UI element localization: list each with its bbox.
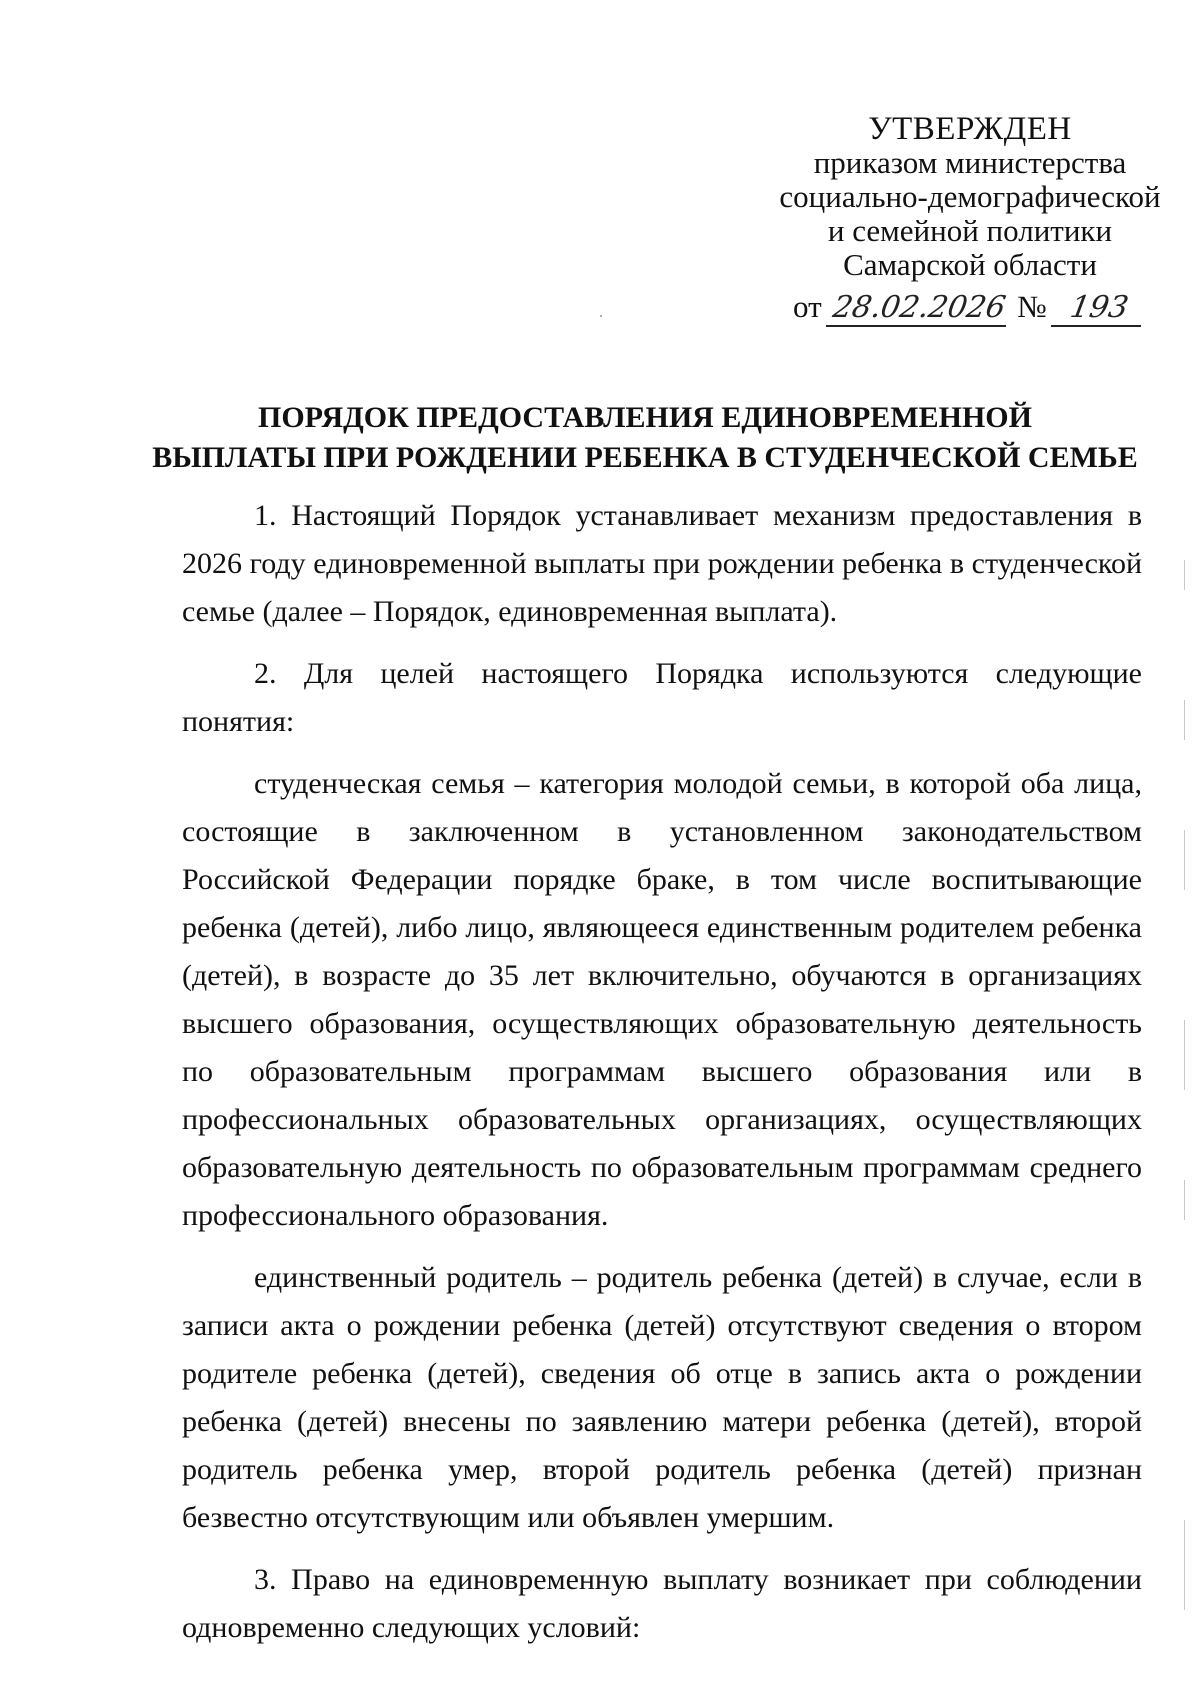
document-body — [182, 492, 1142, 1652]
scan-mark — [1184, 1520, 1185, 1610]
order-date-number — [793, 290, 1173, 327]
approval-line-3: и семейной политики — [827, 213, 1113, 248]
approval-block — [770, 112, 1170, 282]
title-line-1: ПОРЯДОК ПРЕДОСТАВЛЕНИЯ ЕДИНОВРЕМЕННОЙ — [258, 401, 1032, 434]
document-title — [150, 398, 1140, 478]
approval-line-2: социально-демографической — [779, 179, 1161, 214]
paragraph-5: 3. Право на единовременную выплату возникает при соблюдении одновременно следующих условий: — [182, 1563, 1142, 1644]
date-prefix: от — [793, 289, 822, 324]
handwritten-date: 28.02.2026 — [826, 291, 1012, 327]
paragraph-1: 1. Настоящий Порядок устанавливает механизм предоставления в 2026 году единовременной выплаты при рождении ребенка в студенческой семье (далее – Порядок, единовременная выплата). — [182, 499, 1142, 628]
approval-line-4: Самарской области — [843, 247, 1097, 282]
scan-mark — [1184, 1020, 1185, 1090]
paragraph-4: единственный родитель – родитель ребенка (детей) в случае, если в записи акта о рождении ребенка (детей) отсутствуют сведения о втором родителе ребенка (детей), сведения об отце в запись акта о рождении ребенка (детей) внесены по заявлению матери ребенка (детей), второй родитель ребенка умер, второй родитель ребенка (детей) признан безвестно отсутствующим или объявлен умершим. — [182, 1261, 1142, 1534]
scan-mark — [1184, 560, 1185, 590]
approval-line-1: приказом министерства — [813, 145, 1127, 180]
number-prefix: № — [1017, 289, 1047, 324]
title-line-2: ВЫПЛАТЫ ПРИ РОЖДЕНИИ РЕБЕНКА В СТУДЕНЧЕСКОЙ СЕМЬЕ — [152, 441, 1138, 474]
scan-dot — [600, 315, 602, 317]
scan-mark — [1184, 1180, 1185, 1220]
scan-mark — [1184, 830, 1185, 890]
paragraph-3: студенческая семья – категория молодой семьи, в которой оба лица, состоящие в заключенном в установленном законодательством Российской Федерации порядке браке, в том числе воспитывающие ребенка (детей), либо лицо, являющееся единственным родителем ребенка (детей), в возрасте до 35 лет включительно, обучаются в организациях высшего образования, осуществляющих образовательную деятельность по образовательным программам высшего образования или в профессиональных образовательных организациях, осуществляющих образовательную деятельность по образовательным программам среднего профессионального образования. — [182, 767, 1142, 1232]
scan-mark — [1184, 700, 1185, 740]
approval-heading: УТВЕРЖДЕН — [868, 111, 1072, 147]
handwritten-number: 193 — [1051, 291, 1147, 327]
paragraph-2: 2. Для целей настоящего Порядка используются следующие понятия: — [182, 657, 1142, 738]
